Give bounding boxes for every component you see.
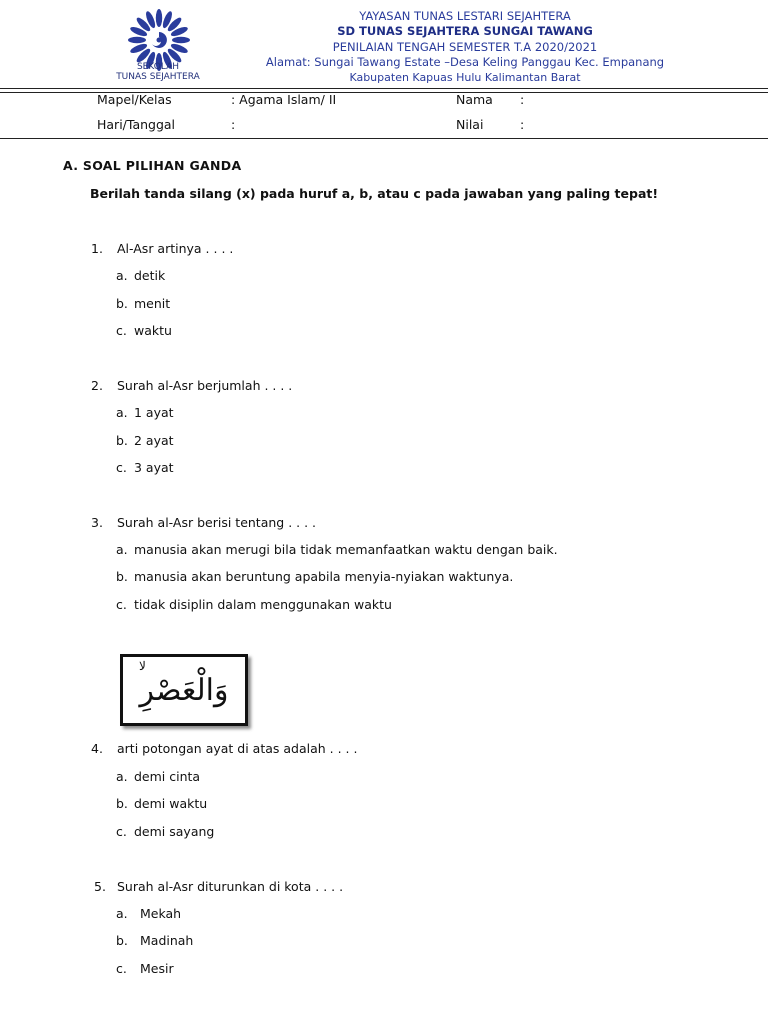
q1-option-b[interactable] — [116, 296, 170, 311]
q3-option-b[interactable] — [116, 569, 513, 584]
nama-value: : — [520, 92, 525, 107]
header-divider-top — [0, 88, 768, 89]
option-letter: b. — [116, 569, 128, 584]
waqf-mark: لا — [139, 659, 146, 673]
info-divider-bottom — [0, 138, 768, 139]
option-letter: b. — [116, 433, 128, 448]
question-text: Surah al-Asr diturunkan di kota . . . . — [117, 879, 344, 894]
school-address: Alamat: Sungai Tawang Estate –Desa Keling Panggau Kec. Empanang — [265, 55, 665, 69]
option-text: 1 ayat — [134, 405, 174, 420]
option-text: manusia akan merugi bila tidak memanfaatkan waktu dengan baik. — [134, 542, 558, 557]
option-letter: a. — [116, 542, 128, 557]
nilai-label: Nilai — [456, 117, 484, 132]
option-text: demi sayang — [134, 824, 215, 839]
mapel-value: : Agama Islam/ II — [231, 92, 337, 107]
option-text: tidak disiplin dalam menggunakan waktu — [134, 597, 392, 612]
foundation-name: YAYASAN TUNAS LESTARI SEJAHTERA — [359, 9, 571, 23]
option-letter: a. — [116, 268, 128, 283]
option-text: demi cinta — [134, 769, 201, 784]
option-letter: a. — [116, 405, 128, 420]
q5-option-c[interactable] — [116, 961, 174, 976]
question-text: Al-Asr artinya . . . . — [117, 241, 234, 256]
option-text: Mekah — [140, 906, 182, 921]
instruction-text: Berilah tanda silang (x) pada huruf a, b, atau c pada jawaban yang paling tepat! — [90, 186, 659, 201]
question-text: Surah al-Asr berjumlah . . . . — [117, 378, 293, 393]
question-text: Surah al-Asr berisi tentang . . . . — [117, 515, 317, 530]
option-letter: c. — [116, 597, 127, 612]
option-letter: a. — [116, 906, 128, 921]
question-number: 3. — [91, 515, 103, 530]
option-text: Madinah — [140, 933, 194, 948]
option-letter: c. — [116, 824, 127, 839]
mapel-label: Mapel/Kelas — [97, 92, 172, 107]
option-text: manusia akan beruntung apabila menyia-nyiakan waktunya. — [134, 569, 514, 584]
q2-option-a[interactable] — [116, 405, 174, 420]
question-5 — [94, 879, 343, 894]
hari-label: Hari/Tanggal — [97, 117, 176, 132]
option-text: detik — [134, 268, 166, 283]
nilai-value: : — [520, 117, 525, 132]
option-letter: c. — [116, 323, 127, 338]
question-3 — [91, 515, 316, 530]
question-4 — [91, 741, 357, 756]
q3-option-a[interactable] — [116, 542, 558, 557]
arabic-verse-image — [120, 654, 248, 726]
option-letter: b. — [116, 933, 128, 948]
hari-value: : — [231, 117, 236, 132]
q5-option-b[interactable] — [116, 933, 193, 948]
logo-line-1: SEKOLAH — [136, 62, 180, 72]
option-text: Mesir — [140, 961, 174, 976]
option-text: 2 ayat — [134, 433, 174, 448]
q2-option-c[interactable] — [116, 460, 174, 475]
nama-label: Nama — [456, 92, 493, 107]
option-text: 3 ayat — [134, 460, 174, 475]
question-number: 1. — [91, 241, 103, 256]
option-letter: b. — [116, 796, 128, 811]
school-region: Kabupaten Kapuas Hulu Kalimantan Barat — [349, 71, 581, 84]
logo-line-2: TUNAS SEJAHTERA — [116, 72, 200, 82]
question-text: arti potongan ayat di atas adalah . . . . — [117, 741, 358, 756]
option-letter: b. — [116, 296, 128, 311]
exam-title: PENILAIAN TENGAH SEMESTER T.A 2020/2021 — [332, 40, 598, 54]
question-2 — [91, 378, 292, 393]
option-letter: c. — [116, 961, 127, 976]
question-number: 2. — [91, 378, 103, 393]
q5-option-a[interactable] — [116, 906, 181, 921]
q3-option-c[interactable] — [116, 597, 392, 612]
option-text: menit — [134, 296, 171, 311]
q1-option-c[interactable] — [116, 323, 172, 338]
q2-option-b[interactable] — [116, 433, 174, 448]
q4-option-c[interactable] — [116, 824, 214, 839]
question-1 — [91, 241, 233, 256]
section-title: A. SOAL PILIHAN GANDA — [63, 158, 242, 173]
arabic-verse-text: وَالْعَصْرِ — [139, 672, 229, 708]
q1-option-a[interactable] — [116, 268, 165, 283]
option-text: demi waktu — [134, 796, 208, 811]
school-name: SD TUNAS SEJAHTERA SUNGAI TAWANG — [337, 24, 593, 38]
option-letter: c. — [116, 460, 127, 475]
question-number: 5. — [94, 879, 106, 894]
q4-option-a[interactable] — [116, 769, 200, 784]
question-number: 4. — [91, 741, 103, 756]
option-text: waktu — [134, 323, 172, 338]
option-letter: a. — [116, 769, 128, 784]
q4-option-b[interactable] — [116, 796, 207, 811]
